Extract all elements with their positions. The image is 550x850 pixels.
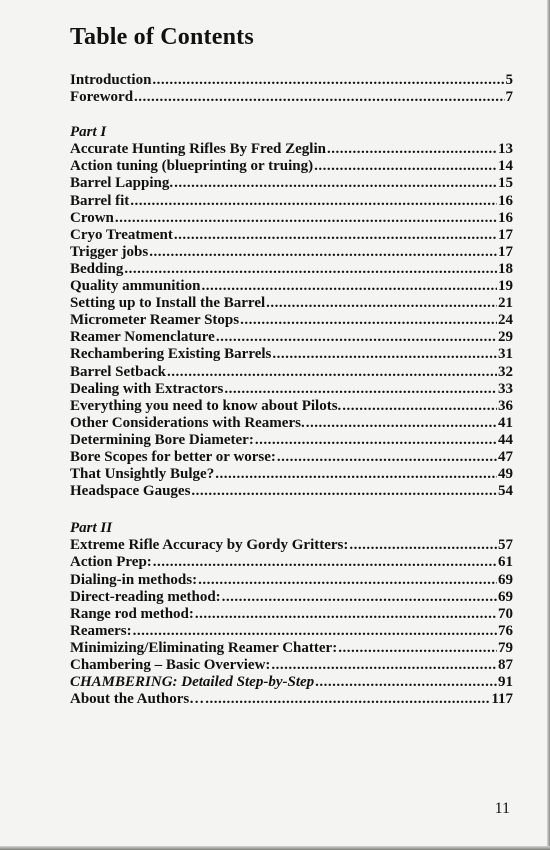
toc-entry-title: About the Authors… [70,691,205,708]
toc-entry-page: 17 [498,226,513,243]
toc-entry [70,537,513,554]
toc-entry-page: 41 [498,414,513,431]
toc-entry [70,432,513,449]
toc-entry [70,623,513,640]
toc-entry-title: Action Prep: [70,554,152,571]
toc-entry-page: 49 [498,466,513,483]
toc-entry-title: Chambering – Basic Overview: [70,657,271,673]
toc-entry-page: 5 [505,72,513,88]
dot-leader [174,227,497,244]
toc-entry-page: 13 [498,141,513,158]
dot-leader [134,89,504,106]
dot-leader [240,312,497,329]
toc-entry-page: 79 [498,639,513,656]
page-number: 11 [494,800,510,817]
toc-entry [70,89,513,106]
toc-entry [70,381,513,398]
toc-entry-page: 33 [498,380,513,397]
toc-entry-page: 69 [498,571,513,588]
toc-entry-page: 19 [498,278,513,295]
dot-leader [349,537,497,554]
toc-entry-title: Barrel fit [70,192,130,209]
dot-leader [124,261,497,278]
toc-entry [70,415,513,432]
dot-leader [167,364,497,381]
toc-entry-title: Rechambering Existing Barrels [70,346,272,363]
toc-entry [70,158,513,175]
toc-entry-page: 91 [498,674,513,691]
toc-entry-title: Quality ammunition [70,278,201,295]
dot-leader [314,158,497,175]
toc-entry-page: 14 [498,158,513,175]
toc-entry-page: 36 [498,397,513,414]
toc-entry [70,193,513,210]
toc-entry [70,227,513,244]
toc-entry [70,398,513,415]
toc-entry-page: 32 [498,363,513,380]
dot-leader [174,175,497,192]
toc-entry-page: 7 [505,89,513,106]
toc-entry-page: 16 [498,192,513,209]
toc-entry-title: Foreword [70,89,134,106]
toc-entry-page: 76 [498,622,513,639]
toc-entry-page: 54 [498,483,513,500]
toc-entry-title: Extreme Rifle Accuracy by Gordy Gritters: [70,537,349,554]
dot-leader [272,346,497,363]
dot-leader [277,449,497,466]
toc-entry-title: Cryo Treatment [70,226,173,243]
toc-entry [70,295,513,312]
toc-entry-title: Action tuning (blueprinting or truing) [70,158,314,175]
toc-entry-page: 69 [498,588,513,605]
dot-leader [327,141,497,158]
dot-leader [266,295,497,312]
toc-entry [70,554,513,571]
toc-entry-title: Minimizing/Eliminating Reamer Chatter: [70,639,338,656]
toc-entry [70,244,513,261]
toc-entry-title: Bedding [70,260,124,277]
toc-entry-title: Accurate Hunting Rifles By Fred Zeglin [70,141,326,158]
toc-entry [70,606,513,623]
toc-entry-title: Dialing-in methods: [70,571,198,588]
toc-entry-page: 17 [498,243,513,260]
toc-entry [70,640,513,657]
table-of-contents [70,72,513,708]
toc-entry-page: 57 [498,537,513,554]
toc-entry-page: 44 [498,431,513,448]
dot-leader [133,623,497,640]
toc-entry-page: 117 [491,691,513,708]
toc-entry-page: 24 [498,312,513,329]
toc-entry-title: Headspace Gauges [70,483,191,500]
dot-leader [306,415,497,432]
toc-entry-title: Range rod method: [70,605,194,622]
page-title: Table of Contents [70,24,254,50]
toc-entry [70,278,513,295]
toc-entry-page: 31 [498,346,513,363]
dot-leader [195,606,497,623]
toc-entry [70,329,513,346]
dot-leader [153,554,497,571]
toc-entry-title: Setting up to Install the Barrel [70,295,266,312]
toc-entry-title: Determining Bore Diameter: [70,431,254,448]
toc-entry-title: Other Considerations with Reamers. [70,414,305,431]
dot-leader [255,432,497,449]
toc-entry-page: 87 [498,657,513,673]
toc-entry-title: Everything you need to know about Pilots. [70,397,342,414]
toc-entry-title: Reamer Nomenclature [70,329,215,346]
toc-entry-page: 16 [498,209,513,226]
toc-entry [70,466,513,483]
toc-entry [70,449,513,466]
page-edge-bottom [0,846,550,850]
dot-leader [191,483,497,500]
toc-entry [70,657,513,674]
toc-entry [70,589,513,606]
toc-entry-page: 29 [498,329,513,346]
toc-entry [70,346,513,363]
dot-leader [215,466,497,483]
toc-entry [70,72,513,89]
toc-entry [70,572,513,589]
part-2-heading: Part II [70,520,113,537]
toc-entry-title: Micrometer Reamer Stops [70,312,240,329]
dot-leader [198,572,497,589]
toc-entry-title: Introduction [70,72,152,88]
dot-leader [271,657,497,674]
toc-entry-page: 61 [498,554,513,571]
dot-leader [130,193,497,210]
toc-entry-title: Trigger jobs [70,243,149,260]
toc-entry-page: 21 [498,295,513,312]
part-1-heading: Part I [70,124,107,141]
toc-entry-page: 70 [498,605,513,622]
toc-entry-title: Barrel Lapping. [70,175,174,192]
dot-leader [201,278,497,295]
dot-leader [205,691,490,708]
front-matter-list [70,72,513,106]
dot-leader [222,589,497,606]
part-2-list [70,537,513,708]
dot-leader [224,381,497,398]
toc-entry-title: Dealing with Extractors [70,380,224,397]
toc-entry-page: 18 [498,260,513,277]
toc-entry-title: Direct-reading method: [70,588,221,605]
dot-leader [149,244,497,261]
toc-entry [70,210,513,227]
toc-entry [70,691,513,708]
toc-entry-title: Crown [70,209,114,226]
dot-leader [216,329,497,346]
toc-entry [70,261,513,278]
dot-leader [152,72,504,89]
toc-entry-page: 47 [498,448,513,465]
toc-entry-title: Barrel Setback [70,363,166,380]
toc-entry [70,674,513,691]
toc-entry-title: Bore Scopes for better or worse: [70,448,276,465]
toc-entry [70,141,513,158]
dot-leader [342,398,497,415]
toc-entry-title: Reamers: [70,622,132,639]
toc-entry-page: 15 [498,175,513,192]
part-1-list [70,141,513,500]
toc-entry [70,175,513,192]
toc-entry [70,483,513,500]
toc-entry [70,312,513,329]
dot-leader [115,210,497,227]
toc-entry-title: That Unsightly Bulge? [70,466,215,483]
toc-entry [70,364,513,381]
dot-leader [338,640,497,657]
toc-entry-title: CHAMBERING: Detailed Step-by-Step [70,674,315,691]
dot-leader [315,674,497,691]
